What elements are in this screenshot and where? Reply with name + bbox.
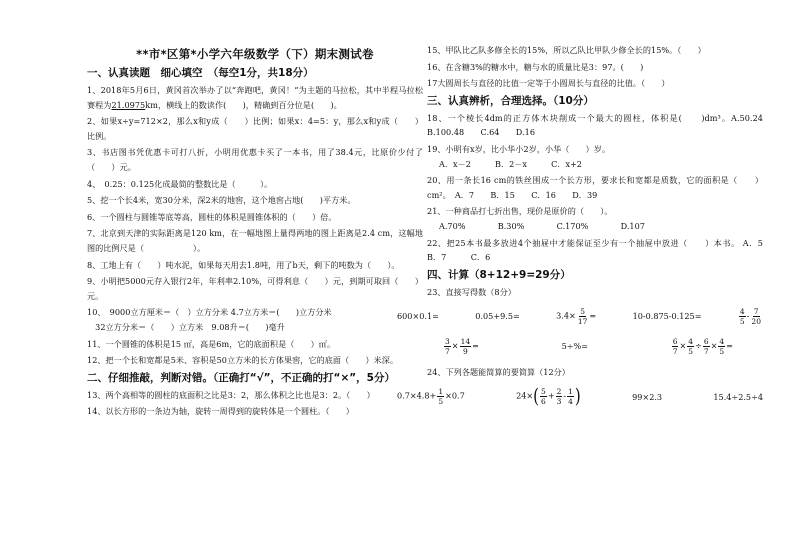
calc-row-3 — [397, 386, 763, 408]
question-9: 9、小明把5000元存入银行2年，年利率2.10%，可得利息（ ）元，到期可取回（ ）元。 — [87, 276, 423, 301]
question-8: 8、工地上有（ ）吨水泥，如果每天用去1.8吨，用了b天，剩下的吨数为（ ）。 — [87, 259, 400, 270]
calc-2c: $\frac{6}{7}$ × $\frac{4}{5}$ ÷ $\frac{6}{7}$ × $\frac{4}{5}$ = — [672, 336, 733, 356]
calc-3d: 15.4÷2.5÷4 — [713, 391, 763, 402]
question-15: 15、甲队比乙队多修全长的15%，所以乙队比甲队少修全长的15%。（ ） — [427, 45, 706, 55]
question-5: 5、挖一个长4米，宽30分米，深2米的地窖，这个地窖占地( )平方米。 — [87, 195, 356, 206]
calc-1b: 0.05+9.5= — [475, 311, 520, 322]
question-10-line-1: 10、 9000立方厘米＝（ ）立方分米 4.7立方米＝( )立方分米 — [87, 307, 332, 318]
calc-1c: 3.4× $\frac{5}{17}$ = — [556, 306, 597, 326]
calc-2b: 5÷%= — [561, 341, 589, 352]
question-21-options: A.70% B.30% C.170% D.107 — [439, 220, 645, 231]
question-1: 1、2018年5月6日，黄冈首次举办了以“奔跑吧，黄冈！”为主题的马拉松，其中半程马拉松赛程为21.0975km，横线上的数读作( )，精确到百分位是( )。 — [87, 85, 423, 110]
right-column — [397, 40, 788, 416]
question-22: 22、把25本书最多放进4个抽屉中才能保证至少有一个抽屉中放进（ ）本书。 A．5 B．7 C．6 — [427, 237, 788, 263]
question-7: 7、北京到天津的实际距离是120 km，在一幅地图上量得两地的图上距离是2.4 cm，这幅地图的比例尺是（ ）。 — [87, 228, 423, 253]
question-17: 17大圆周长与直径的比值一定等于小圆周长与直径的比值。（ ） — [427, 78, 670, 89]
question-18: 18、一个棱长4dm的正方体木块削成一个最大的圆柱，体积是( )dm³。A.50.24 B.100.48 C.64 D.16 — [427, 112, 780, 138]
question-23: 23、直接写得数（8分） — [427, 286, 516, 297]
question-13: 13、两个高相等的圆柱的底面积之比是3：2，那么体积之比也是3：2。（ ） — [87, 389, 375, 400]
question-21: 21、一种商品打七折出售，现价是原价的（ ）。 — [427, 206, 613, 217]
question-3: 3、书店图书凭优惠卡可打八折，小明用优惠卡买了一本书，用了38.4元，比原价少付了（ ）元。 — [87, 147, 423, 172]
section-3-heading: 三、认真辨析，合理选择。（10分） — [427, 94, 594, 107]
question-24: 24、下列各题能简算的要简算（12分） — [427, 367, 570, 378]
calc-1a: 600×0.1= — [397, 311, 439, 322]
question-19: 19、小明有x岁，比小华小2岁，小华（ ）岁。 — [427, 143, 611, 154]
left-column — [87, 40, 423, 421]
calc-1e: $\frac{4}{5}$ - $\frac{7}{20}$ — [739, 306, 761, 326]
question-16: 16、在含糖3%的糖水中，糖与水的质量比是3：97。( ) — [427, 61, 644, 72]
question-4: 4、 0.25：0.125化成最简的整数比是（ ）。 — [87, 178, 273, 189]
exam-title: **市*区第*小学六年级数学（下）期末测试卷 — [136, 47, 374, 61]
question-20: 20、用一条长16 cm的铁丝围成一个长方形，要求长和宽都是质数，它的面积是（ ）cm²。 A．7 B．15 C．16 D．39 — [427, 175, 763, 200]
section-1-heading: 一、认真读题 细心填空 （每空1分，共18分） — [87, 67, 314, 79]
question-14: 14、以长方形的一条边为轴，旋转一周得到的旋转体是一个圆柱。（ ） — [87, 406, 354, 417]
calc-1d: 10-0.875-0.125= — [632, 311, 702, 322]
calc-row-2 — [427, 335, 763, 357]
section-2-heading: 二、仔细推敲，判断对错。（正确打“√”，不正确的打“×”，5分） — [87, 371, 395, 384]
question-6: 6、一个圆柱与圆锥等底等高，圆柱的体积是圆锥体积的（ ）倍。 — [87, 211, 337, 222]
question-12: 12、把一个长和宽都是5米、容积是50立方米的长方体果窖，它的底面（ ）米深。 — [87, 355, 399, 366]
section-4-heading: 四、计算（8+12+9=29分） — [427, 268, 571, 281]
question-11: 11、一个圆锥的体积是15 ㎡，高是6m，它的底面积是（ ）㎡。 — [87, 338, 336, 349]
underlined-number: 21.0975 — [111, 99, 146, 110]
question-19-options: A．x－2 B．2－x C．x+2 — [439, 158, 582, 169]
calc-3a: 0.7×4.8+ $\frac{1}{5}$ ×0.7 — [397, 387, 465, 407]
calc-3b: 24×( $\frac{5}{6}$ + $\frac{2}{3}$ - $\frac{1}{4}$ ) — [516, 384, 581, 408]
calc-3c: 99×2.3 — [632, 391, 663, 402]
calc-row-1 — [397, 305, 763, 327]
question-10-line-2: 32立方分米＝（ ）立方米 9.08升＝( )毫升 — [87, 321, 285, 332]
question-2: 2、如果x÷y=712×2，那么x和y成（ ）比例；如果x：4=5：y，那么x和y成（ ）比例。 — [87, 116, 423, 141]
calc-2a: $\frac{3}{7}$ × $\frac{14}{9}$ = — [445, 336, 479, 356]
